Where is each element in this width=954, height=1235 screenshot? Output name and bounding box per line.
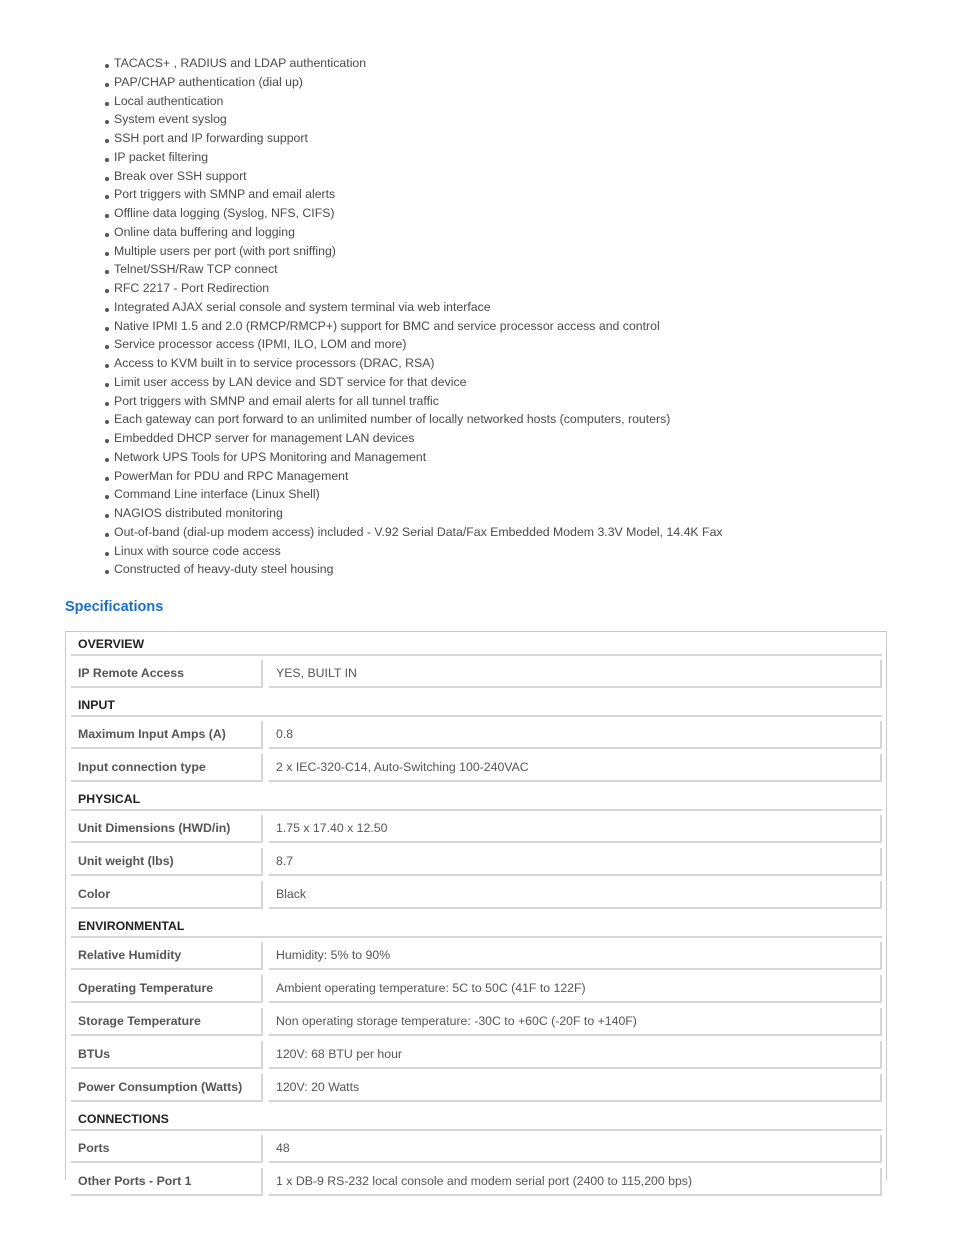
spec-label: Power Consumption (Watts) — [71, 1074, 263, 1102]
spec-label: BTUs — [71, 1041, 263, 1069]
feature-text: Command Line interface (Linux Shell) — [114, 487, 320, 502]
feature-text: PAP/CHAP authentication (dial up) — [114, 74, 303, 89]
feature-text: Service processor access (IPMI, ILO, LOM and more) — [114, 337, 407, 352]
feature-text: System event syslog — [114, 112, 227, 127]
feature-item — [103, 92, 923, 111]
feature-item — [103, 204, 923, 223]
feature-item — [103, 542, 923, 561]
feature-item — [103, 448, 923, 467]
bullet-icon — [105, 83, 109, 87]
feature-text: Each gateway can port forward to an unlimited number of locally networked hosts (computers, routers) — [114, 412, 671, 427]
feature-text: NAGIOS distributed monitoring — [114, 506, 283, 520]
feature-item — [103, 410, 923, 429]
feature-item — [103, 335, 923, 354]
feature-item — [103, 279, 923, 298]
feature-item — [103, 110, 923, 129]
spec-value: 48 — [269, 1135, 882, 1163]
spec-value: 1 x DB-9 RS-232 local console and modem serial port (2400 to 115,200 bps) — [269, 1168, 882, 1196]
bullet-icon — [105, 102, 109, 106]
bullet-icon — [105, 120, 109, 124]
bullet-icon — [105, 552, 109, 556]
spec-value: 120V: 20 Watts — [269, 1074, 882, 1102]
feature-list — [103, 54, 923, 579]
feature-text: PowerMan for PDU and RPC Management — [114, 468, 349, 483]
specifications-heading: Specifications — [65, 599, 164, 615]
feature-text: RFC 2217 - Port Redirection — [114, 281, 270, 295]
bullet-icon — [105, 289, 109, 293]
spec-value: 2 x IEC-320-C14, Auto-Switching 100-240VAC — [269, 754, 882, 782]
feature-text: Break over SSH support — [114, 168, 247, 183]
feature-text: Port triggers with SMNP and email alerts for all tunnel traffic — [114, 393, 439, 408]
bullet-icon — [105, 420, 109, 424]
spec-value: Non operating storage temperature: -30C to +60C (-20F to +140F) — [269, 1008, 882, 1036]
feature-text: Offline data logging (Syslog, NFS, CIFS) — [114, 206, 335, 220]
spec-value: 1.75 x 17.40 x 12.50 — [269, 815, 882, 843]
feature-item — [103, 148, 923, 167]
feature-item — [103, 185, 923, 204]
feature-text: TACACS+ , RADIUS and LDAP authentication — [114, 56, 367, 70]
spec-value: 0.8 — [269, 721, 882, 749]
feature-item — [103, 223, 923, 242]
feature-text: SSH port and IP forwarding support — [114, 131, 308, 145]
section-header: CONNECTIONS — [71, 1107, 882, 1131]
feature-text: Constructed of heavy-duty steel housing — [114, 562, 334, 577]
feature-text: IP packet filtering — [114, 149, 209, 164]
bullet-icon — [105, 214, 109, 218]
bullet-icon — [105, 364, 109, 368]
bullet-icon — [105, 270, 109, 274]
feature-item — [103, 373, 923, 392]
feature-text: Integrated AJAX serial console and system terminal via web interface — [114, 299, 491, 314]
feature-text: Limit user access by LAN device and SDT service for that device — [114, 374, 467, 389]
section-header: INPUT — [71, 693, 882, 717]
feature-item — [103, 560, 923, 579]
feature-item — [103, 354, 923, 373]
bullet-icon — [105, 233, 109, 237]
bullet-icon — [105, 495, 109, 499]
section-header: OVERVIEW — [71, 632, 882, 656]
bullet-icon — [105, 139, 109, 143]
feature-text: Access to KVM built in to service processors (DRAC, RSA) — [114, 356, 435, 370]
spec-label: Relative Humidity — [71, 942, 263, 970]
spec-label: Maximum Input Amps (A) — [71, 721, 263, 749]
feature-text: Linux with source code access — [114, 543, 281, 558]
bullet-icon — [105, 308, 109, 312]
spec-value: Black — [269, 881, 882, 909]
bullet-icon — [105, 570, 109, 574]
bullet-icon — [105, 533, 109, 537]
bullet-icon — [105, 195, 109, 199]
spec-label: Other Ports - Port 1 — [71, 1168, 263, 1196]
bullet-icon — [105, 402, 109, 406]
feature-item — [103, 523, 923, 542]
feature-item — [103, 73, 923, 92]
section-header: ENVIRONMENTAL — [71, 914, 882, 938]
feature-text: Multiple users per port (with port sniffing) — [114, 243, 336, 258]
bullet-icon — [105, 177, 109, 181]
section-header: PHYSICAL — [71, 787, 882, 811]
feature-text: Out-of-band (dial-up modem access) included - V.92 Serial Data/Fax Embedded Modem 3.3V Model, 14.4K Fax — [114, 524, 723, 539]
spec-value: 120V: 68 BTU per hour — [269, 1041, 882, 1069]
feature-item — [103, 242, 923, 261]
spec-label: Ports — [71, 1135, 263, 1163]
spec-value: YES, BUILT IN — [269, 660, 882, 688]
feature-item — [103, 54, 923, 73]
bullet-icon — [105, 327, 109, 331]
spec-label: IP Remote Access — [71, 660, 263, 688]
feature-text: Native IPMI 1.5 and 2.0 (RMCP/RMCP+) support for BMC and service processor access and control — [114, 318, 660, 333]
feature-text: Local authentication — [114, 93, 224, 108]
feature-text: Online data buffering and logging — [114, 224, 295, 239]
feature-text: Port triggers with SMNP and email alerts — [114, 187, 336, 202]
bullet-icon — [105, 252, 109, 256]
feature-text: Telnet/SSH/Raw TCP connect — [114, 262, 278, 277]
feature-item — [103, 298, 923, 317]
bullet-icon — [105, 383, 109, 387]
spec-label: Operating Temperature — [71, 975, 263, 1003]
bullet-icon — [105, 514, 109, 518]
spec-value: Ambient operating temperature: 5C to 50C (41F to 122F) — [269, 975, 882, 1003]
spec-value: 8.7 — [269, 848, 882, 876]
feature-item — [103, 467, 923, 486]
bullet-icon — [105, 458, 109, 462]
feature-item — [103, 260, 923, 279]
bullet-icon — [105, 477, 109, 481]
bullet-icon — [105, 64, 109, 68]
feature-item — [103, 392, 923, 411]
bullet-icon — [105, 158, 109, 162]
spec-label: Unit weight (lbs) — [71, 848, 263, 876]
feature-item — [103, 129, 923, 148]
spec-label: Storage Temperature — [71, 1008, 263, 1036]
spec-value: Humidity: 5% to 90% — [269, 942, 882, 970]
bullet-icon — [105, 439, 109, 443]
specifications-table — [65, 631, 887, 1188]
feature-text: Embedded DHCP server for management LAN devices — [114, 431, 415, 445]
feature-text: Network UPS Tools for UPS Monitoring and Management — [114, 449, 427, 464]
feature-item — [103, 485, 923, 504]
spec-label: Unit Dimensions (HWD/in) — [71, 815, 263, 843]
feature-item — [103, 317, 923, 336]
feature-item — [103, 429, 923, 448]
bullet-icon — [105, 345, 109, 349]
feature-item — [103, 504, 923, 523]
spec-label: Input connection type — [71, 754, 263, 782]
spec-label: Color — [71, 881, 263, 909]
feature-item — [103, 167, 923, 186]
